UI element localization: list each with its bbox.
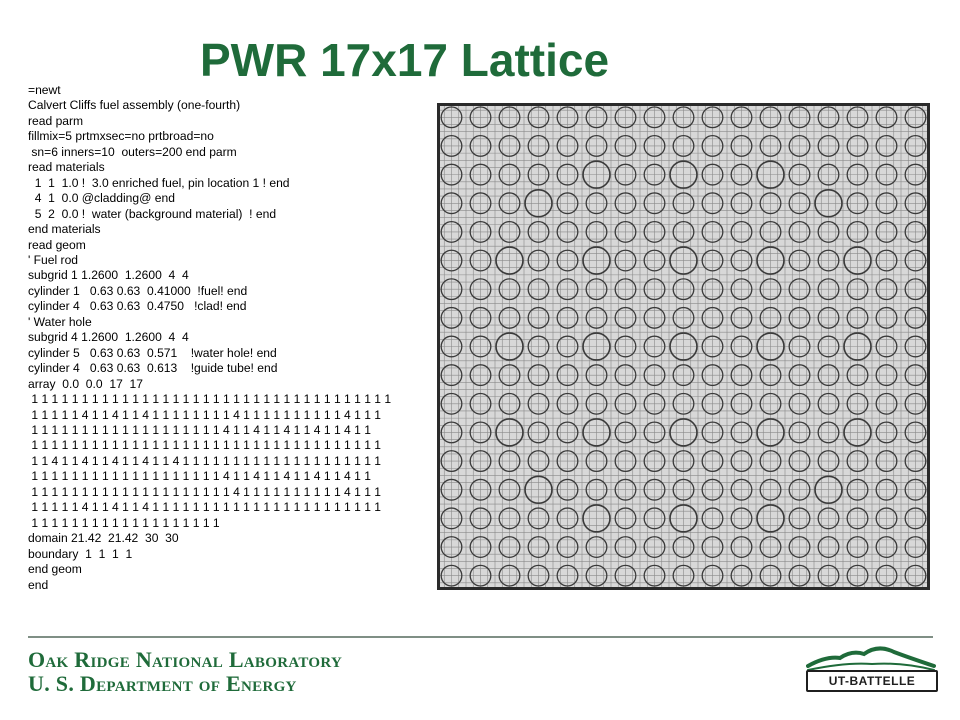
input-line: 5 2 0.0 ! water (background material) ! end (28, 206, 277, 221)
input-line: end geom (28, 562, 82, 577)
lattice-figure (437, 103, 930, 590)
org-name-line-2: U. S. Department of Energy (28, 671, 297, 696)
footer-divider (28, 636, 933, 638)
input-line: read geom (28, 237, 86, 252)
input-line: array 0.0 0.0 17 17 (28, 376, 143, 391)
ut-battelle-wordmark: UT-BATTELLE (806, 670, 938, 692)
input-line: cylinder 1 0.63 0.63 0.41000 !fuel! end (28, 283, 248, 298)
input-line: domain 21.42 21.42 30 30 (28, 531, 179, 546)
input-line: Calvert Cliffs fuel assembly (one-fourth) (28, 98, 241, 113)
input-line: read parm (28, 113, 84, 128)
input-line: end materials (28, 222, 101, 237)
org-name-line-1: Oak Ridge National Laboratory (28, 647, 343, 672)
input-line: 4 1 0.0 @cladding@ end (28, 191, 175, 206)
input-line: end (28, 577, 49, 592)
input-line: 1 1 1.0 ! 3.0 enriched fuel, pin location 1 ! end (28, 175, 290, 190)
input-line: subgrid 4 1.2600 1.2600 4 4 (28, 330, 189, 345)
input-line: 1 1 1 1 1 4 1 1 4 1 1 4 1 1 1 1 1 1 1 1 4 1 1 1 1 1 1 1 1 1 1 4 1 1 1 (28, 407, 382, 422)
input-line: read materials (28, 160, 105, 175)
input-line: 1 1 1 1 1 4 1 1 4 1 1 4 1 1 1 1 1 1 1 1 1 1 1 1 1 1 1 1 1 1 1 1 1 1 1 (28, 500, 382, 515)
lattice-diagram (437, 103, 930, 590)
input-line: 1 1 1 1 1 1 1 1 1 1 1 1 1 1 1 1 1 1 1 (28, 515, 220, 530)
input-line: ' Fuel rod (28, 252, 79, 267)
ornl-logo (28, 648, 342, 696)
input-line: subgrid 1 1.2600 1.2600 4 4 (28, 268, 189, 283)
input-line: cylinder 4 0.63 0.63 0.613 !guide tube! end (28, 361, 278, 376)
input-line: 1 1 4 1 1 4 1 1 4 1 1 4 1 1 4 1 1 1 1 1 1 1 1 1 1 1 1 1 1 1 1 1 1 1 1 (28, 453, 382, 468)
input-line: 1 1 1 1 1 1 1 1 1 1 1 1 1 1 1 1 1 1 1 1 4 1 1 1 1 1 1 1 1 1 1 4 1 1 1 (28, 484, 382, 499)
input-line: cylinder 4 0.63 0.63 0.4750 !clad! end (28, 299, 247, 314)
input-line: sn=6 inners=10 outers=200 end parm (28, 144, 237, 159)
input-line: cylinder 5 0.63 0.63 0.571 !water hole! end (28, 345, 277, 360)
input-listing (28, 83, 418, 593)
input-line: fillmix=5 prtmxsec=no prtbroad=no (28, 129, 214, 144)
input-line: boundary 1 1 1 1 (28, 546, 133, 561)
input-line: 1 1 1 1 1 1 1 1 1 1 1 1 1 1 1 1 1 1 1 4 1 1 4 1 1 4 1 1 4 1 1 4 1 1 (28, 469, 371, 484)
slide-title: PWR 17x17 Lattice (200, 34, 610, 86)
mountain-icon (806, 644, 936, 672)
input-line: ' Water hole (28, 314, 92, 329)
input-line: 1 1 1 1 1 1 1 1 1 1 1 1 1 1 1 1 1 1 1 4 1 1 4 1 1 4 1 1 4 1 1 4 1 1 (28, 422, 371, 437)
input-line: 1 1 1 1 1 1 1 1 1 1 1 1 1 1 1 1 1 1 1 1 1 1 1 1 1 1 1 1 1 1 1 1 1 1 1 (28, 438, 382, 453)
input-line: 1 1 1 1 1 1 1 1 1 1 1 1 1 1 1 1 1 1 1 1 1 1 1 1 1 1 1 1 1 1 1 1 1 1 1 1 (28, 392, 392, 407)
ut-battelle-logo (806, 644, 936, 689)
input-line: =newt (28, 83, 61, 97)
